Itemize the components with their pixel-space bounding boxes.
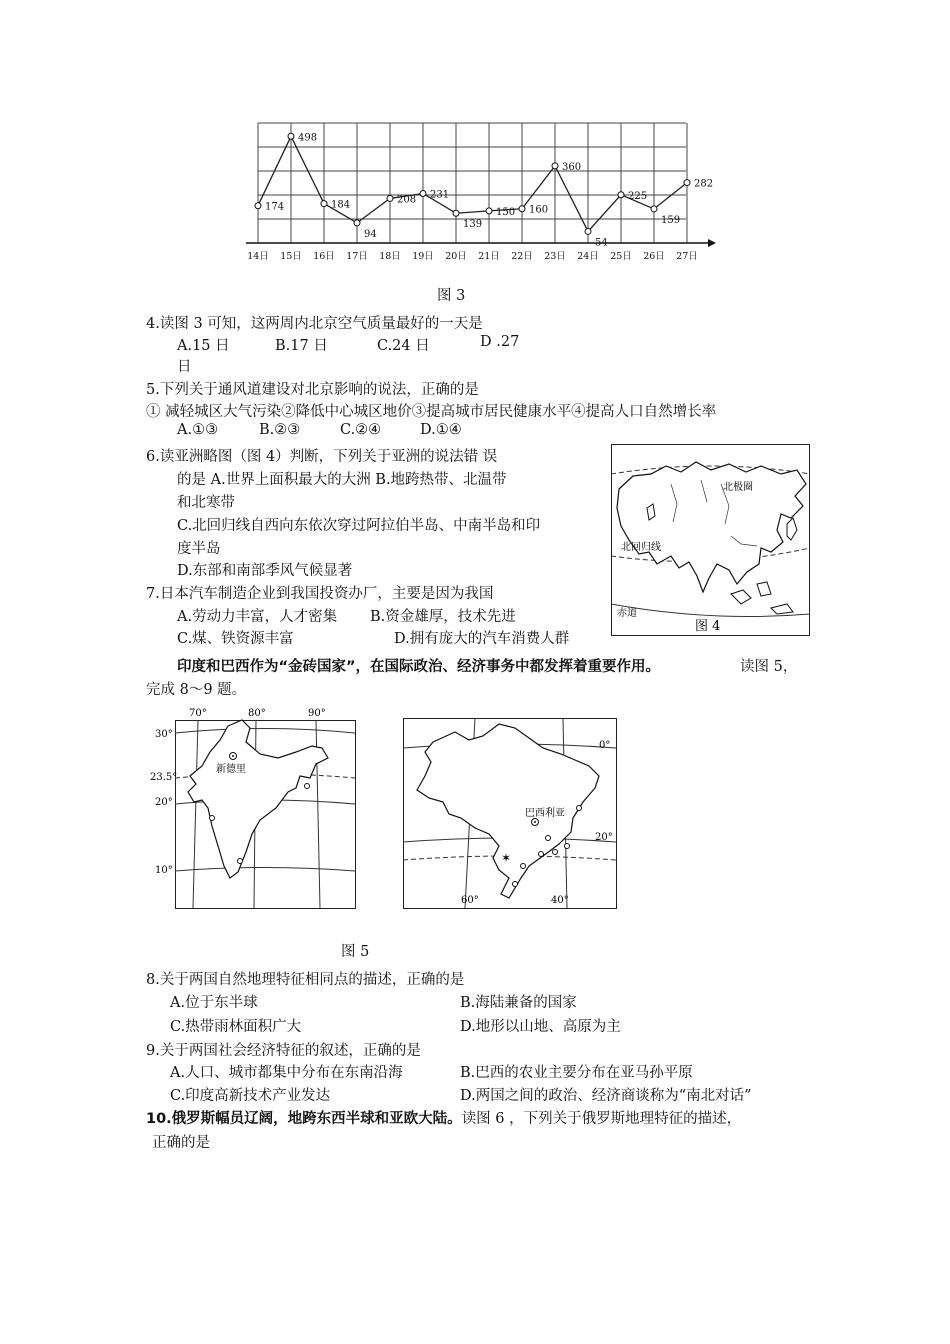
question-8-stem: 8.关于两国自然地理特征相同点的描述，正确的是 <box>146 972 465 988</box>
city-marker <box>513 882 518 887</box>
city-marker <box>238 859 243 864</box>
q4-option-d: D .27 <box>480 334 520 350</box>
intro-8-9-line-1b: 读图 5， <box>740 659 798 675</box>
city-marker <box>305 784 310 789</box>
q9-option-d: D.两国之间的政治、经济商谈称为“南北对话” <box>460 1088 752 1104</box>
data-point <box>519 206 525 212</box>
data-point <box>420 191 426 197</box>
intro-8-9-line-1: 印度和巴西作为“金砖国家”，在国际政治、经济事务中都发挥着重要作用。 <box>177 659 661 675</box>
q4-option-d-wrap: 日 <box>177 359 192 375</box>
question-9-stem: 9.关于两国社会经济特征的叙述，正确的是 <box>146 1043 421 1059</box>
data-label: 498 <box>298 132 318 144</box>
q8-option-c: C.热带雨林面积广大 <box>170 1019 302 1035</box>
question-10-stem <box>146 1107 741 1128</box>
lat-label-23-5: 23.5° <box>150 772 178 783</box>
asia-map-figure-4 <box>611 444 810 636</box>
data-label: 184 <box>331 199 351 211</box>
data-point <box>486 208 492 214</box>
question-6-line-3: 和北寒带 <box>177 495 235 511</box>
city-marker <box>521 864 526 869</box>
new-delhi-label: 新德里 <box>216 764 246 775</box>
q7-option-c: C.煤、铁资源丰富 <box>177 631 294 647</box>
x-tick-label: 24日 <box>577 251 599 262</box>
data-point <box>618 192 624 198</box>
data-label: 160 <box>529 204 549 216</box>
city-marker <box>210 816 215 821</box>
q7-option-d: D.拥有庞大的汽车消费人群 <box>394 631 570 647</box>
q5-option-a: A.①③ <box>177 422 219 438</box>
intro-8-9-line-2: 完成 8～9 题。 <box>146 682 247 698</box>
x-tick-label: 26日 <box>643 251 665 262</box>
data-label: 360 <box>562 161 582 173</box>
data-label: 282 <box>694 178 714 190</box>
data-point <box>453 210 459 216</box>
data-label: 94 <box>364 228 377 240</box>
city-marker <box>539 852 544 857</box>
question-7-stem: 7.日本汽车制造企业到我国投资办厂，主要是因为我国 <box>146 586 494 602</box>
q5-option-c: C.②④ <box>340 422 382 438</box>
equator-label: 赤道 <box>617 608 637 619</box>
data-point <box>354 220 360 226</box>
iguazu-star-icon: ✶ <box>501 851 512 865</box>
question-5-stem: 5.下列关于通风道建设对北京影响的说法，正确的是 <box>146 382 479 398</box>
lon-label-40: 40° <box>551 895 569 906</box>
brazil-map <box>403 718 625 913</box>
q5-option-b: B.②③ <box>259 422 301 438</box>
lat-label-20: 20° <box>595 832 613 843</box>
x-tick-label: 16日 <box>313 251 335 262</box>
lon-label-70: 70° <box>189 708 207 719</box>
aqi-line-chart <box>240 115 720 265</box>
q8-option-d: D.地形以山地、高原为主 <box>460 1019 621 1035</box>
question-6-line-2: 的是 A.世界上面积最大的大洲 B.地跨热带、北温带 <box>177 472 507 488</box>
q5-option-d: D.①④ <box>420 422 462 438</box>
x-tick-label: 19日 <box>412 251 434 262</box>
data-label: 208 <box>397 194 417 206</box>
q4-option-a: A.15 日 <box>177 338 230 354</box>
data-label: 231 <box>430 189 450 201</box>
lon-label-90: 90° <box>308 708 326 719</box>
arctic-circle-label: 北极圈 <box>723 482 753 493</box>
question-10-stem-bold: 10.俄罗斯幅员辽阔，地跨东西半球和亚欧大陆。 <box>146 1111 462 1127</box>
data-label: 174 <box>265 201 285 213</box>
series-line <box>258 136 687 231</box>
x-tick-label: 21日 <box>478 251 500 262</box>
data-point <box>651 206 657 212</box>
data-point <box>585 228 591 234</box>
lon-label-60: 60° <box>461 895 479 906</box>
data-label: 225 <box>628 190 648 202</box>
question-6-line-5: 度半岛 <box>177 541 221 557</box>
q7-option-a: A.劳动力丰富，人才密集 <box>177 609 338 625</box>
q9-option-c: C.印度高新技术产业发达 <box>170 1088 331 1104</box>
x-tick-label: 14日 <box>247 251 269 262</box>
q9-option-b: B.巴西的农业主要分布在亚马孙平原 <box>460 1065 693 1081</box>
x-tick-label: 27日 <box>676 251 698 262</box>
q8-option-b: B.海陆兼备的国家 <box>460 995 577 1011</box>
question-5-items: ① 减轻城区大气污染②降低中心城区地价③提高城市居民健康水平④提高人口自然增长率 <box>146 404 717 420</box>
q8-option-a: A.位于东半球 <box>170 995 258 1011</box>
x-tick-label: 18日 <box>379 251 401 262</box>
question-10-stem-rest: 读图 6 ，下列关于俄罗斯地理特征的描述， <box>461 1111 742 1127</box>
tropic-label: 北回归线 <box>621 542 661 553</box>
data-point <box>321 201 327 207</box>
figure-4-caption: 图 4 <box>695 619 721 634</box>
data-label: 150 <box>496 206 516 218</box>
lat-label-30: 30° <box>155 729 173 740</box>
data-label: 159 <box>661 214 681 226</box>
data-point <box>288 133 294 139</box>
city-marker <box>565 844 570 849</box>
data-point <box>684 180 690 186</box>
question-6-line-4: C.北回归线自西向东依次穿过阿拉伯半岛、中南半岛和印 <box>177 518 541 534</box>
x-tick-label: 23日 <box>544 251 566 262</box>
lat-label-10: 10° <box>155 865 173 876</box>
brasilia-label: 巴西利亚 <box>525 808 565 819</box>
lon-label-80: 80° <box>248 708 266 719</box>
x-tick-label: 20日 <box>445 251 467 262</box>
q4-option-b: B.17 日 <box>275 338 328 354</box>
figure-3-caption: 图 3 <box>437 288 466 304</box>
question-4-stem: 4.读图 3 可知，这两周内北京空气质量最好的一天是 <box>146 316 483 332</box>
x-tick-label: 22日 <box>511 251 533 262</box>
question-10-line-2: 正确的是 <box>152 1135 210 1151</box>
question-6-line-6: D.东部和南部季风气候显著 <box>177 563 353 579</box>
x-tick-label: 15日 <box>280 251 302 262</box>
india-map <box>150 706 365 911</box>
x-tick-label: 17日 <box>346 251 368 262</box>
x-tick-label: 25日 <box>610 251 632 262</box>
figure-5-caption: 图 5 <box>341 944 370 960</box>
data-label: 54 <box>595 237 608 249</box>
q9-option-a: A.人口、城市都集中分布在东南沿海 <box>170 1065 403 1081</box>
x-axis-arrow <box>708 239 716 247</box>
data-label: 139 <box>463 219 483 231</box>
city-marker <box>577 806 582 811</box>
lat-label-20: 20° <box>155 797 173 808</box>
data-point <box>552 163 558 169</box>
city-marker <box>553 850 558 855</box>
question-6-stem: 6.读亚洲略图（图 4）判断，下列关于亚洲的说法错 误 <box>146 449 498 465</box>
data-point <box>255 203 261 209</box>
data-point <box>387 195 393 201</box>
q4-option-c: C.24 日 <box>377 338 430 354</box>
city-marker <box>546 836 551 841</box>
q7-option-b: B.资金雄厚，技术先进 <box>370 609 516 625</box>
lat-label-0: 0° <box>599 740 611 751</box>
